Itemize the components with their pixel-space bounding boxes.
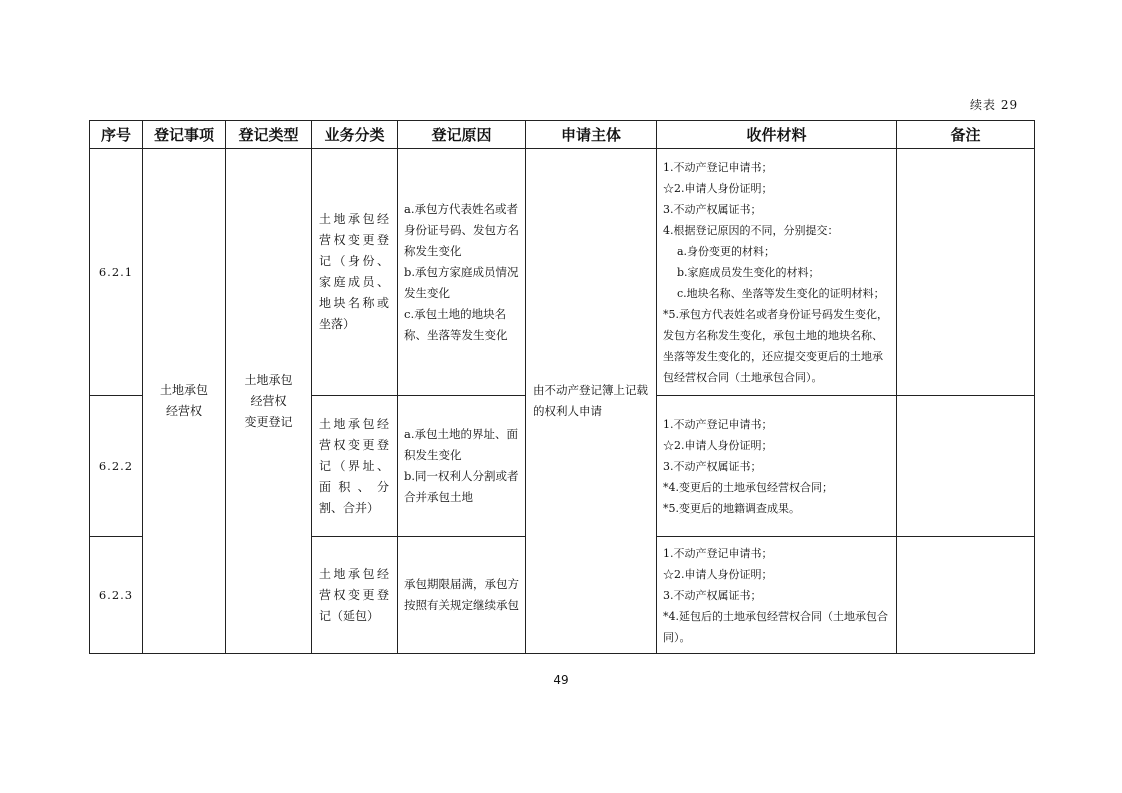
row-number: 6.2.3 <box>90 537 143 654</box>
material-line: *4.变更后的土地承包经营权合同； <box>663 480 833 494</box>
reason-line: b.同一权利人分割或者合并承包土地 <box>404 469 519 504</box>
page-number: 49 <box>553 673 569 687</box>
material-line: 1.不动产登记申请书； <box>663 546 773 560</box>
material-line: *5.承包方代表姓名或者身份证号码发生变化，发包方名称发生变化，承包土地的地块名称、坐落等发生变化的，还应提交变更后的土地承包经营权合同（土地承包合同）。 <box>663 307 888 384</box>
material-line: 3.不动产权属证书； <box>663 459 762 473</box>
remark-cell <box>897 396 1035 537</box>
registration-item-cell <box>143 149 226 654</box>
material-line: c.地块名称、坐落等发生变化的证明材料； <box>677 286 885 300</box>
material-line: 1.不动产登记申请书； <box>663 417 773 431</box>
row-number: 6.2.2 <box>90 396 143 537</box>
reason-line: 承包期限届满，承包方按照有关规定继续承包 <box>404 577 519 612</box>
material-line: ☆2.申请人身份证明； <box>663 181 773 195</box>
reason-line: a.承包方代表姓名或者身份证号码、发包方名称发生变化 <box>404 201 519 258</box>
material-line: 3.不动产权属证书； <box>663 588 762 602</box>
header-remark: 备注 <box>897 121 1035 149</box>
header-applicant: 申请主体 <box>526 121 657 149</box>
reason-line: a.承包土地的界址、面积发生变化 <box>404 427 519 462</box>
header-registration-item: 登记事项 <box>143 121 226 149</box>
header-no: 序号 <box>90 121 143 149</box>
material-line: 4.根据登记原因的不同，分别提交： <box>663 223 839 237</box>
materials-cell <box>657 149 897 396</box>
reason-cell <box>398 396 526 537</box>
applicant-cell: 由不动产登记簿上记载的权利人申请 <box>526 149 657 654</box>
table-row <box>90 149 1035 396</box>
remark-cell <box>897 149 1035 396</box>
header-registration-type: 登记类型 <box>226 121 312 149</box>
header-materials: 收件材料 <box>657 121 897 149</box>
reason-line: c.承包土地的地块名称、坐落等发生变化 <box>404 306 508 342</box>
material-line: ☆2.申请人身份证明； <box>663 567 773 581</box>
material-line: *5.变更后的地籍调查成果。 <box>663 501 800 515</box>
continued-table-label: 续表 29 <box>970 98 1019 112</box>
row-number: 6.2.1 <box>90 149 143 396</box>
material-line: 3.不动产权属证书； <box>663 202 762 216</box>
header-reason: 登记原因 <box>398 121 526 149</box>
material-line: b.家庭成员发生变化的材料； <box>677 265 820 279</box>
business-class-cell: 土地承包经营权变更登记（延包） <box>312 537 398 654</box>
registration-item-text: 土地承包 经营权 <box>159 383 208 418</box>
remark-cell <box>897 537 1035 654</box>
reason-cell <box>398 537 526 654</box>
reason-line: b.承包方家庭成员情况发生变化 <box>404 264 519 300</box>
reason-cell <box>398 149 526 396</box>
business-class-cell: 土地承包经营权变更登记（身份、家庭成员、地块名称或坐落） <box>312 149 398 396</box>
registration-table <box>89 120 1035 654</box>
header-row <box>90 121 1035 149</box>
material-line: ☆2.申请人身份证明； <box>663 438 773 452</box>
business-class-cell: 土地承包经营权变更登记（界址、面积、分割、合并） <box>312 396 398 537</box>
registration-type-cell <box>226 149 312 654</box>
materials-cell <box>657 396 897 537</box>
header-business-class: 业务分类 <box>312 121 398 149</box>
material-line: a.身份变更的材料； <box>677 244 776 258</box>
materials-cell <box>657 537 897 654</box>
material-line: 1.不动产登记申请书； <box>663 160 773 174</box>
registration-type-text: 土地承包 经营权 变更登记 <box>244 372 293 429</box>
material-line: *4.延包后的土地承包经营权合同（土地承包合同）。 <box>663 609 888 644</box>
